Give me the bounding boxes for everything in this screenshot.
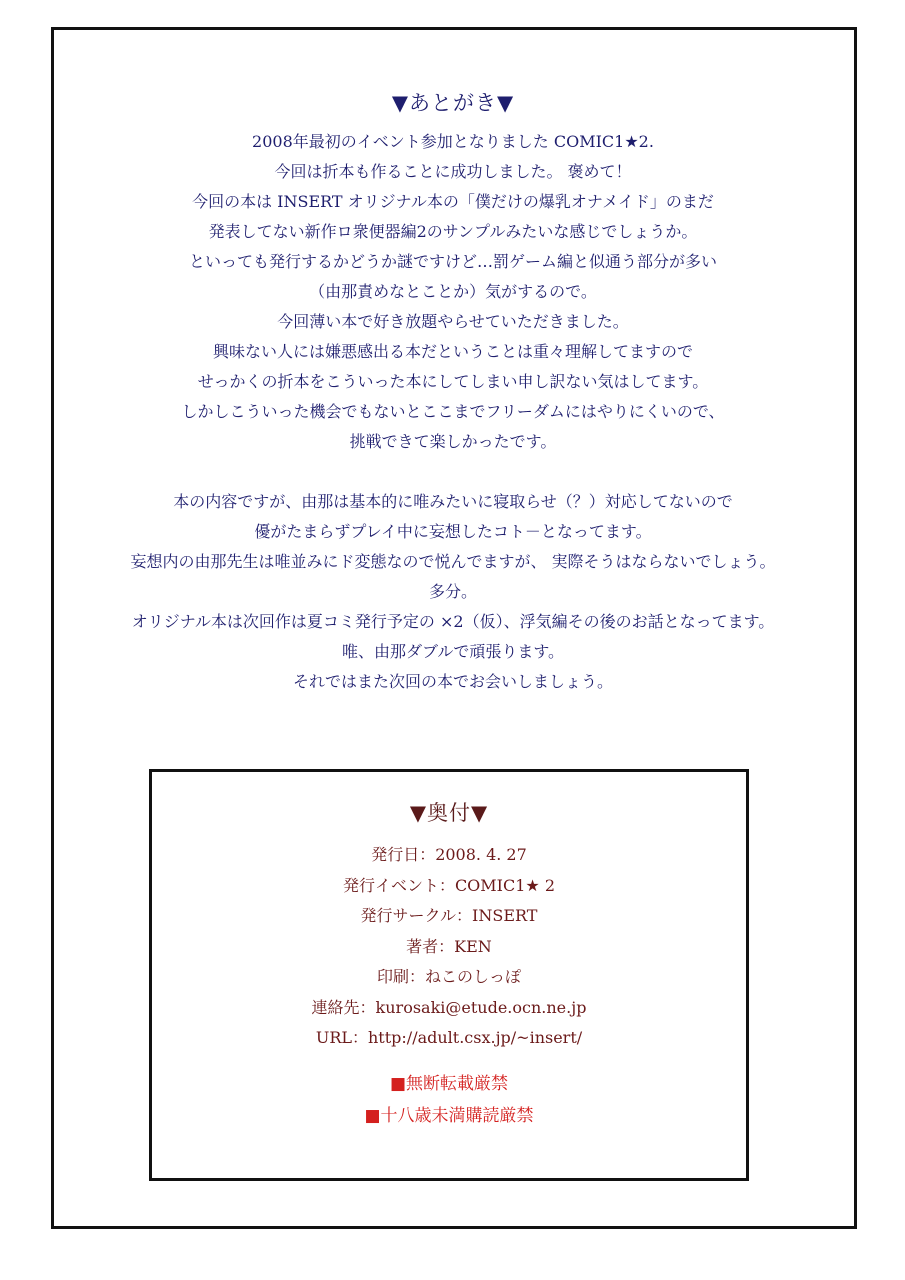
website-url: URL：http://adult.csx.jp/~insert/ xyxy=(315,1028,583,1047)
afterword-line: しかしこういった機会でもないとここまでフリーダムにはやりにくいので、 xyxy=(181,402,725,421)
colophon-items xyxy=(152,840,746,1054)
colophon-box xyxy=(149,769,749,1181)
afterword-line: 発表してない新作ロ衆便器編2のサンプルみたいな感じでしょうか。 xyxy=(208,222,698,241)
age-restriction-warning: ■十八歳未満購読厳禁 xyxy=(364,1105,534,1126)
no-reprint-warning: ■無断転載厳禁 xyxy=(389,1073,509,1094)
afterword-line: 妄想内の由那先生は唯並みにド変態なので悦んでますが、 実際そうはならないでしょう。 xyxy=(130,552,776,571)
afterword-line: といっても発行するかどうか謎ですけど…罰ゲーム編と似通う部分が多い xyxy=(188,252,717,271)
afterword-line: せっかくの折本をこういった本にしてしまい申し訳ない気はしてます。 xyxy=(197,372,709,391)
afterword-line: それではまた次回の本でお会いしましょう。 xyxy=(292,672,613,691)
afterword-line: 2008年最初のイベント参加となりました COMIC1★2. xyxy=(252,132,654,151)
contact-email: 連絡先：kurosaki@etude.ocn.ne.jp xyxy=(311,997,587,1017)
publish-event: 発行イベント：COMIC1★ 2 xyxy=(342,875,556,895)
publish-date: 発行日：2008. 4. 27 xyxy=(371,845,527,864)
warnings xyxy=(152,1068,746,1132)
paragraph-gap xyxy=(60,457,846,487)
colophon-title: ▼奥付▼ xyxy=(409,801,489,825)
afterword-section xyxy=(60,88,846,697)
afterword-line: オリジナル本は次回作は夏コミ発行予定の ×2（仮）、浮気編その後のお話となってます。 xyxy=(131,612,775,631)
afterword-line: 優がたまらずプレイ中に妄想したコト－となってます。 xyxy=(254,522,652,541)
afterword-line: 今回は折本も作ることに成功しました。 褒めて！ xyxy=(274,162,632,181)
afterword-line: （由那責めなとことか）気がするので。 xyxy=(309,282,597,301)
printer: 印刷：ねこのしっぽ xyxy=(376,967,521,986)
afterword-line: 今回薄い本で好き放題やらせていただきました。 xyxy=(277,312,629,331)
author: 著者：KEN xyxy=(406,936,492,956)
afterword-line: 今回の本は INSERT オリジナル本の「僕だけの爆乳オナメイド」のまだ xyxy=(192,192,714,211)
afterword-line: 多分。 xyxy=(428,582,477,601)
afterword-line: 唯、由那ダブルで頑張ります。 xyxy=(341,642,565,661)
publish-circle: 発行サークル：INSERT xyxy=(360,906,538,925)
afterword-line: 挑戦できて楽しかったです。 xyxy=(349,432,557,451)
afterword-line: 本の内容ですが、由那は基本的に唯みたいに寝取らせ（？）対応してないので xyxy=(173,492,733,511)
afterword-title: ▼あとがき▼ xyxy=(391,91,515,115)
afterword-line: 興味ない人には嫌悪感出る本だということは重々理解してますので xyxy=(212,342,693,361)
